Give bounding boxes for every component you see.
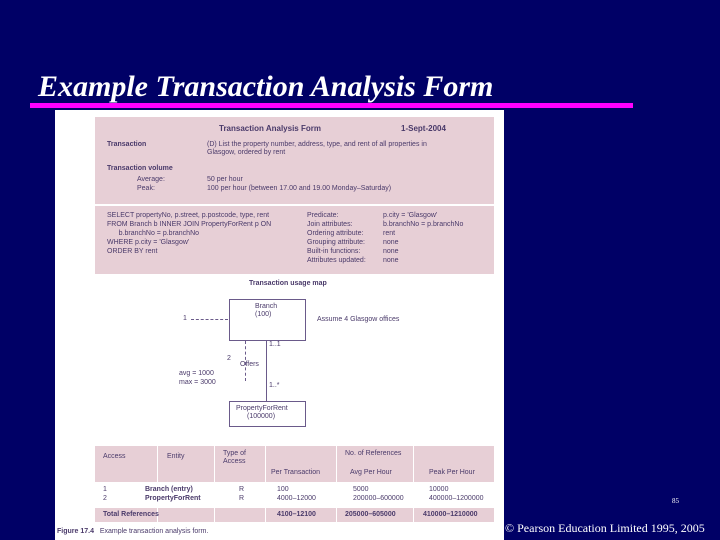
- transaction-label: Transaction: [107, 141, 147, 148]
- ordering-label: Ordering attribute:: [307, 230, 364, 237]
- updated-label: Attributes updated:: [307, 257, 366, 264]
- volume-label: Transaction volume: [107, 165, 173, 172]
- builtin-value: none: [383, 248, 399, 255]
- copyright-notice: © Pearson Education Limited 1995, 2005: [505, 521, 705, 535]
- property-entity-label: PropertyForRent: [236, 405, 288, 412]
- sql-line-5: ORDER BY rent: [107, 248, 158, 255]
- updated-value: none: [383, 257, 399, 264]
- header-peak-hour: Peak Per Hour: [429, 469, 475, 476]
- relationship-label: Offers: [240, 361, 259, 368]
- property-entity-count: (100000): [247, 413, 276, 420]
- usage-map-note: Assume 4 Glasgow offices: [317, 316, 400, 323]
- form-date: 1-Sept-2004: [401, 124, 446, 133]
- row-1-access: 1: [103, 486, 107, 493]
- grouping-value: none: [383, 239, 399, 246]
- row-2-avg-hour: 200000–600000: [353, 495, 404, 502]
- access-marker-2: 2: [227, 355, 231, 362]
- multiplicity-top: 1..1: [269, 341, 281, 348]
- figure-caption-number: Figure 17.4: [57, 528, 94, 535]
- column-divider: [413, 446, 414, 522]
- row-2-access: 2: [103, 495, 107, 502]
- peak-value: 100 per hour (between 17.00 and 19.00 Monday–Saturday): [207, 185, 392, 192]
- total-peak-hour: 410000–1210000: [423, 511, 478, 518]
- header-type: Type of Access: [223, 450, 246, 465]
- total-per-transaction: 4100–12100: [277, 511, 316, 518]
- row-2-type: R: [239, 495, 245, 502]
- join-label: Join attributes:: [307, 221, 353, 228]
- grouping-label: Grouping attribute:: [307, 239, 365, 246]
- column-divider: [336, 446, 337, 522]
- branch-entity-count: (100): [255, 311, 272, 318]
- sql-line-1: SELECT propertyNo, p.street, p.postcode, type, rent: [107, 212, 270, 219]
- row-1-entity: Branch (entry): [145, 486, 193, 493]
- peak-label: Peak:: [137, 185, 155, 192]
- row-2-per-transaction: 4000–12000: [277, 495, 316, 502]
- header-entity: Entity: [167, 453, 185, 460]
- row-1-type: R: [239, 486, 245, 493]
- title-underline: [30, 103, 633, 108]
- access-1-arrow: [191, 319, 228, 320]
- sql-line-3: b.branchNo = p.branchNo: [107, 230, 200, 237]
- header-references: No. of References: [345, 450, 402, 457]
- row-2-peak-hour: 400000–1200000: [429, 495, 484, 502]
- max-label: max = 3000: [179, 379, 216, 386]
- row-1-peak-hour: 10000: [429, 486, 449, 493]
- sql-line-2: FROM Branch b INNER JOIN PropertyForRent p ON: [107, 221, 272, 228]
- total-label: Total References: [103, 511, 159, 518]
- predicate-label: Predicate:: [307, 212, 339, 219]
- references-table: [95, 446, 494, 524]
- usage-map-title: Transaction usage map: [249, 280, 327, 287]
- relationship-line: [266, 340, 267, 409]
- sql-line-4: WHERE p.city = 'Glasgow': [107, 239, 190, 246]
- transaction-text-2: Glasgow, ordered by rent: [207, 149, 286, 156]
- row-1-per-transaction: 100: [277, 486, 289, 493]
- header-avg-hour: Avg Per Hour: [350, 469, 392, 476]
- header-access: Access: [103, 453, 126, 460]
- predicate-value: p.city = 'Glasgow': [383, 212, 438, 219]
- figure-caption: [57, 528, 208, 535]
- figure-caption-text: Example transaction analysis form.: [99, 528, 209, 535]
- row-1-avg-hour: 5000: [353, 486, 369, 493]
- header-per-transaction: Per Transaction: [271, 469, 321, 476]
- access-2-path: [245, 341, 246, 381]
- avg-label: avg = 1000: [179, 370, 214, 377]
- branch-entity-label: Branch: [255, 303, 278, 310]
- column-divider: [214, 446, 215, 522]
- transaction-text-1: (D) List the property number, address, type, and rent of all properties in: [207, 141, 427, 148]
- figure-panel: [55, 110, 504, 540]
- average-value: 50 per hour: [207, 176, 243, 183]
- transaction-analysis-form: [95, 117, 494, 444]
- join-value: b.branchNo = p.branchNo: [383, 221, 464, 228]
- row-2-entity: PropertyForRent: [145, 495, 201, 502]
- page-number: 85: [672, 497, 679, 505]
- access-marker-1: 1: [183, 315, 187, 322]
- multiplicity-bottom: 1..*: [269, 382, 280, 389]
- ordering-value: rent: [383, 230, 396, 237]
- builtin-label: Built-in functions:: [307, 248, 361, 255]
- slide-title: Example Transaction Analysis Form: [38, 70, 494, 103]
- total-avg-hour: 205000–605000: [345, 511, 396, 518]
- form-heading: Transaction Analysis Form: [219, 124, 321, 133]
- average-label: Average:: [137, 176, 165, 183]
- column-divider: [265, 446, 266, 522]
